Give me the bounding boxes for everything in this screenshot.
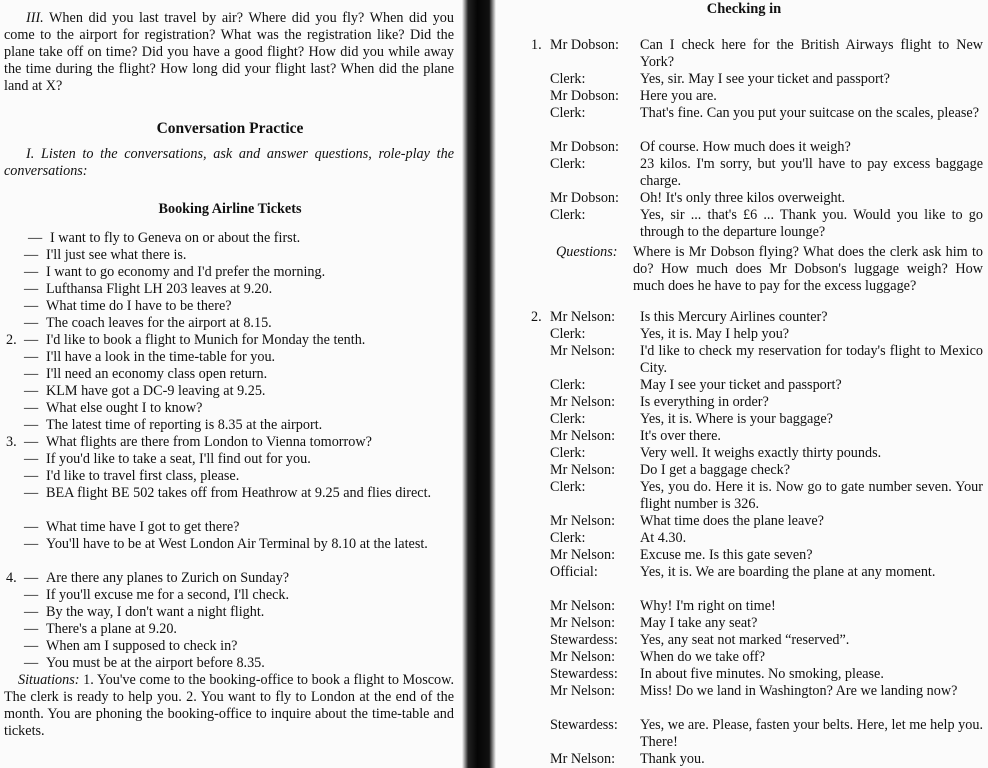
speaker-label: Mr Nelson: bbox=[550, 309, 616, 325]
utterance: Is this Mercury Airlines counter? bbox=[640, 309, 828, 325]
dash: — bbox=[24, 247, 39, 263]
dash: — bbox=[24, 315, 39, 331]
speaker-label: Clerk: bbox=[550, 411, 586, 427]
dialogue-line: KLM have got a DC-9 leaving at 9.25. bbox=[46, 383, 266, 399]
dash: — bbox=[24, 570, 39, 586]
utterance: Yes, any seat not marked “reserved”. bbox=[640, 632, 850, 648]
dash: — bbox=[24, 638, 39, 654]
dialogue-line: If you'll excuse me for a second, I'll check. bbox=[46, 587, 290, 603]
speaker-label: Mr Dobson: bbox=[550, 139, 619, 155]
utterance: Oh! It's only three kilos overweight. bbox=[640, 190, 846, 206]
section-title: Conversation Practice bbox=[156, 120, 304, 137]
utterance: Yes, you do. Here it is. Now go to gate number seven. Your flight number is 326. bbox=[640, 479, 983, 512]
dialogue-line: BEA flight BE 502 takes off from Heathrow at 9.25 and flies direct. bbox=[46, 485, 432, 501]
dash: — bbox=[24, 332, 39, 348]
speaker-label: Clerk: bbox=[550, 445, 586, 461]
dash: — bbox=[24, 655, 39, 671]
exercise-3 bbox=[4, 10, 454, 95]
utterance: Of course. How much does it weigh? bbox=[640, 139, 851, 155]
dialogue-line: I want to fly to Geneva on or about the first. bbox=[50, 230, 301, 246]
exercise-3-text: When did you last travel by air? Where did you fly? When did you come to the airport for registration? What was the registration like? Did the plane take off on time? Did you have a good flight? How did you while away the time during the flight? How long did your flight last? When did the plane land at X? bbox=[4, 10, 454, 94]
utterance: That's fine. Can you put your suitcase on the scales, please? bbox=[640, 105, 980, 121]
dialogue-line: The latest time of reporting is 8.35 at the airport. bbox=[46, 417, 323, 433]
speaker-label: Mr Nelson: bbox=[550, 751, 616, 767]
checking-in-title: Checking in bbox=[706, 1, 782, 17]
dialogue-line: What time have I got to get there? bbox=[46, 519, 240, 535]
utterance: Yes, it is. May I help you? bbox=[640, 326, 790, 342]
dash: — bbox=[24, 417, 39, 433]
dialogue-number: 1. bbox=[531, 37, 542, 53]
dash: — bbox=[28, 230, 43, 246]
dialogue-line: What else ought I to know? bbox=[46, 400, 203, 416]
dialogue-line: Are there any planes to Zurich on Sunday? bbox=[46, 570, 290, 586]
dash: — bbox=[24, 366, 39, 382]
instruction-label: I. bbox=[26, 146, 35, 162]
dash: — bbox=[24, 451, 39, 467]
speaker-label: Mr Nelson: bbox=[550, 547, 616, 563]
dash: — bbox=[24, 349, 39, 365]
speaker-label: Clerk: bbox=[550, 326, 586, 342]
speaker-label: Mr Nelson: bbox=[550, 394, 616, 410]
dialogue-line: I'll have a look in the time-table for you. bbox=[46, 349, 276, 365]
dash: — bbox=[24, 383, 39, 399]
speaker-label: Stewardess: bbox=[550, 717, 618, 733]
speaker-label: Clerk: bbox=[550, 105, 586, 121]
utterance: Miss! Do we land in Washington? Are we landing now? bbox=[640, 683, 958, 699]
utterance: Here you are. bbox=[640, 88, 717, 104]
dialogue-line: I'd like to travel first class, please. bbox=[46, 468, 240, 484]
situations-text: 1. You've come to the booking-office to book a flight to Moscow. The clerk is ready to help you. 2. You want to fly to London at the end of the month. You are phoning the booking-office to inquire about the time-table and tickets. bbox=[4, 672, 455, 739]
utterance: What time does the plane leave? bbox=[640, 513, 824, 529]
dialogue-number: 3. bbox=[6, 434, 17, 450]
dialogue-line: What time do I have to be there? bbox=[46, 298, 232, 314]
dialogue-number: 2. bbox=[6, 332, 17, 348]
dialogue-number: 4. bbox=[6, 570, 17, 586]
dialogue-number: 2. bbox=[531, 309, 542, 325]
speaker-label: Mr Nelson: bbox=[550, 615, 616, 631]
dash: — bbox=[24, 621, 39, 637]
dialogue-line: What flights are there from London to Vienna tomorrow? bbox=[46, 434, 372, 450]
speaker-label: Mr Nelson: bbox=[550, 598, 616, 614]
dialogue-line: I'll need an economy class open return. bbox=[46, 366, 268, 382]
utterance: Yes, it is. Where is your baggage? bbox=[640, 411, 833, 427]
dash: — bbox=[24, 281, 39, 297]
dialogue-line: Lufthansa Flight LH 203 leaves at 9.20. bbox=[46, 281, 273, 297]
dialogue-line: There's a plane at 9.20. bbox=[46, 621, 177, 637]
utterance: Is everything in order? bbox=[640, 394, 769, 410]
dash: — bbox=[24, 519, 39, 535]
utterance: At 4.30. bbox=[640, 530, 687, 546]
dash: — bbox=[24, 434, 39, 450]
right-page bbox=[500, 0, 988, 768]
dialogue-line: You'll have to be at West London Air Terminal by 8.10 at the latest. bbox=[46, 536, 428, 552]
subsection-title: Booking Airline Tickets bbox=[158, 201, 302, 217]
speaker-label: Mr Dobson: bbox=[550, 88, 619, 104]
speaker-label: Mr Nelson: bbox=[550, 513, 616, 529]
utterance: In about five minutes. No smoking, please. bbox=[640, 666, 884, 682]
utterance: Excuse me. Is this gate seven? bbox=[640, 547, 813, 563]
utterance: It's over there. bbox=[640, 428, 721, 444]
speaker-label: Official: bbox=[550, 564, 598, 580]
dialogue-line: I'd like to book a flight to Munich for Monday the tenth. bbox=[46, 332, 366, 348]
utterance: I'd like to check my reservation for today's flight to Mexico City. bbox=[640, 343, 983, 376]
speaker-label: Clerk: bbox=[550, 71, 586, 87]
utterance: Yes, it is. We are boarding the plane at any moment. bbox=[640, 564, 936, 580]
questions-label: Questions: bbox=[556, 244, 618, 260]
speaker-label: Clerk: bbox=[550, 156, 586, 172]
dialogue-line: I want to go economy and I'd prefer the morning. bbox=[46, 264, 326, 280]
dialogue-line: The coach leaves for the airport at 8.15. bbox=[46, 315, 272, 331]
dash: — bbox=[24, 536, 39, 552]
dash: — bbox=[24, 264, 39, 280]
utterance: May I see your ticket and passport? bbox=[640, 377, 842, 393]
utterance: Yes, we are. Please, fasten your belts. Here, let me help you. There! bbox=[640, 717, 983, 750]
situations-label: Situations: bbox=[18, 672, 80, 688]
speaker-label: Stewardess: bbox=[550, 666, 618, 682]
utterance: Yes, sir ... that's £6 ... Thank you. Would you like to go through to the departure lounge? bbox=[640, 207, 983, 240]
speaker-label: Mr Nelson: bbox=[550, 649, 616, 665]
dialogue-line: By the way, I don't want a night flight. bbox=[46, 604, 265, 620]
dash: — bbox=[24, 468, 39, 484]
speaker-label: Mr Nelson: bbox=[550, 428, 616, 444]
speaker-label: Clerk: bbox=[550, 207, 586, 223]
dash: — bbox=[24, 485, 39, 501]
book-spine-shadow bbox=[462, 0, 496, 768]
exercise-3-label: III. bbox=[26, 10, 44, 26]
utterance: Do I get a baggage check? bbox=[640, 462, 791, 478]
dialogue-line: I'll just see what there is. bbox=[46, 247, 187, 263]
dialogue-line: You must be at the airport before 8.35. bbox=[46, 655, 265, 671]
left-page bbox=[0, 0, 460, 768]
instruction-text: Listen to the conversations, ask and answer questions, role-play the conversations: bbox=[4, 146, 455, 179]
speaker-label: Mr Nelson: bbox=[550, 343, 616, 359]
dash: — bbox=[24, 298, 39, 314]
utterance: Very well. It weighs exactly thirty pounds. bbox=[640, 445, 882, 461]
speaker-label: Stewardess: bbox=[550, 632, 618, 648]
speaker-label: Clerk: bbox=[550, 377, 586, 393]
utterance: Thank you. bbox=[640, 751, 705, 767]
utterance: Yes, sir. May I see your ticket and passport? bbox=[640, 71, 890, 87]
utterance: When do we take off? bbox=[640, 649, 766, 665]
dialogue-line: When am I supposed to check in? bbox=[46, 638, 238, 654]
situations bbox=[4, 672, 454, 740]
dash: — bbox=[24, 400, 39, 416]
speaker-label: Mr Dobson: bbox=[550, 190, 619, 206]
dash: — bbox=[24, 587, 39, 603]
utterance: Why! I'm right on time! bbox=[640, 598, 776, 614]
utterance: 23 kilos. I'm sorry, but you'll have to pay excess baggage charge. bbox=[640, 156, 983, 189]
speaker-label: Clerk: bbox=[550, 479, 586, 495]
dash: — bbox=[24, 604, 39, 620]
speaker-label: Mr Dobson: bbox=[550, 37, 619, 53]
dialogue-line: If you'd like to take a seat, I'll find out for you. bbox=[46, 451, 311, 467]
utterance: May I take any seat? bbox=[640, 615, 758, 631]
utterance: Can I check here for the British Airways flight to New York? bbox=[640, 37, 983, 70]
speaker-label: Mr Nelson: bbox=[550, 462, 616, 478]
speaker-label: Mr Nelson: bbox=[550, 683, 616, 699]
questions-text: Where is Mr Dobson flying? What does the clerk ask him to do? How much does Mr Dobson's luggage weigh? How much does he have to pay for the excess luggage? bbox=[633, 244, 983, 294]
instruction bbox=[4, 146, 454, 180]
speaker-label: Clerk: bbox=[550, 530, 586, 546]
